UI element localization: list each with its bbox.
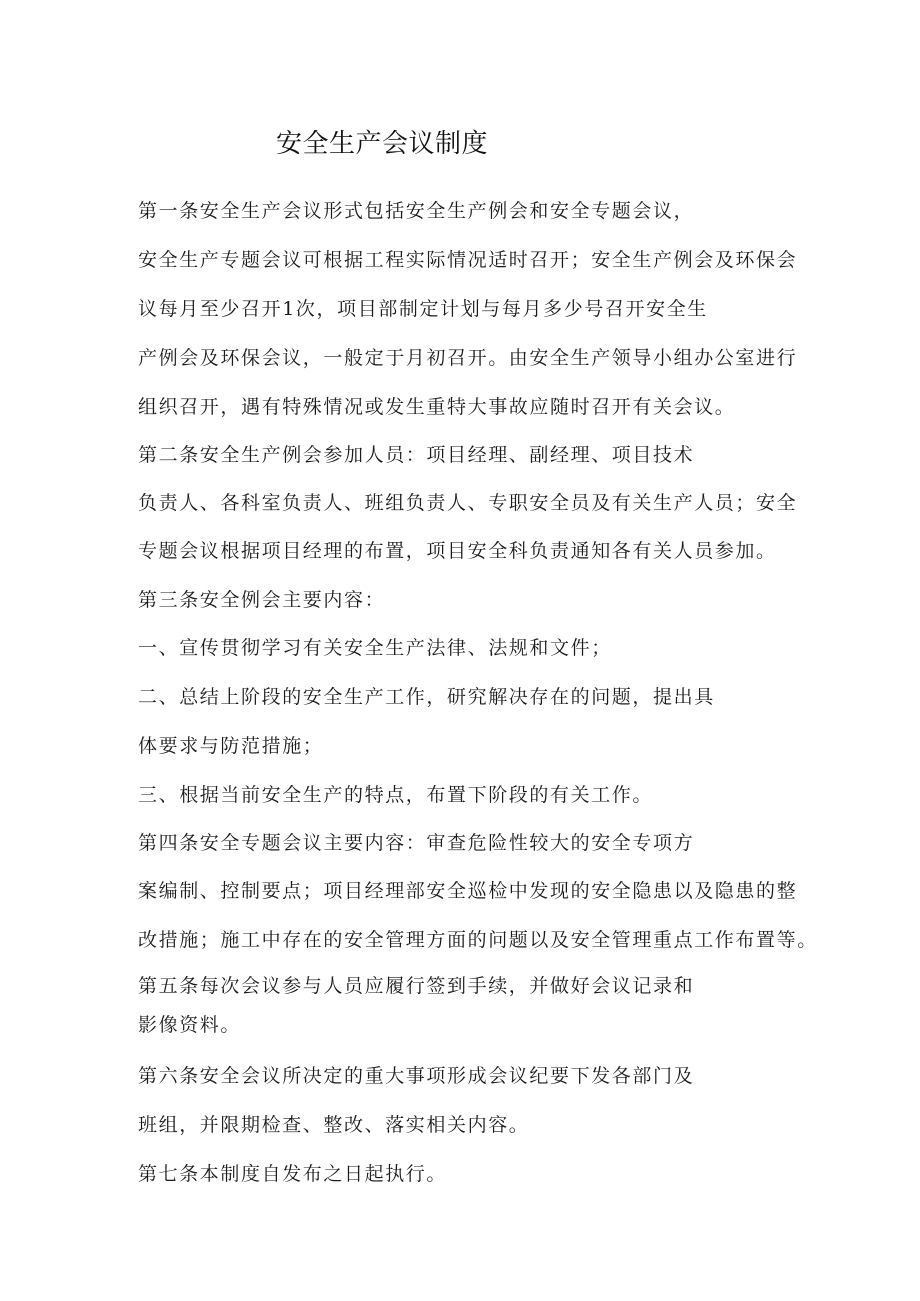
paragraph-line: 体要求与防范措施； [138,735,324,757]
paragraph-line: 第五条每次会议参与人员应履行签到手续，并做好会议记录和 [138,975,695,997]
paragraph-line: 议每月至少召开1次，项目部制定计划与每月多少号召开安全生 [138,298,708,320]
paragraph-line: 案编制、控制要点；项目经理部安全巡检中发现的安全隐患以及隐患的整 [138,880,798,902]
paragraph-line: 组织召开，遇有特殊情况或发生重特大事故应随时召开有关会议。 [138,396,736,418]
paragraph-line: 第一条安全生产会议形式包括安全生产例会和安全专题会议， [138,200,695,222]
paragraph-line: 安全生产专题会议可根据工程实际情况适时召开；安全生产例会及环保会 [138,249,798,271]
paragraph-line: 产例会及环保会议，一般定于月初召开。由安全生产领导小组办公室进行 [138,347,798,369]
paragraph-line: 第三条安全例会主要内容： [138,589,386,611]
paragraph-line: 影像资料。 [138,1014,242,1036]
document-title: 安全生产会议制度 [276,129,489,159]
paragraph-line: 负责人、各科室负责人、班组负责人、专职安全员及有关生产人员；安全 [138,492,798,514]
paragraph-line: 二、总结上阶段的安全生产工作，研究解决存在的问题，提出具 [138,686,715,708]
paragraph-line: 班组，并限期检查、整改、落实相关内容。 [138,1114,530,1136]
paragraph-line: 第四条安全专题会议主要内容：审查危险性较大的安全专项方 [138,832,695,854]
paragraph-line: 改措施；施工中存在的安全管理方面的问题以及安全管理重点工作布置等。 [138,929,818,951]
paragraph-line: 专题会议根据项目经理的布置，项目安全科负责通知各有关人员参加。 [138,540,777,562]
paragraph-line: 第六条安全会议所决定的重大事项形成会议纪要下发各部门及 [138,1065,695,1087]
paragraph-line: 三、根据当前安全生产的特点，布置下阶段的有关工作。 [138,784,654,806]
paragraph-line: 第七条本制度自发布之日起执行。 [138,1163,448,1185]
paragraph-line: 一、宣传贯彻学习有关安全生产法律、法规和文件； [138,637,612,659]
paragraph-line: 第二条安全生产例会参加人员：项目经理、副经理、项目技术 [138,444,695,466]
